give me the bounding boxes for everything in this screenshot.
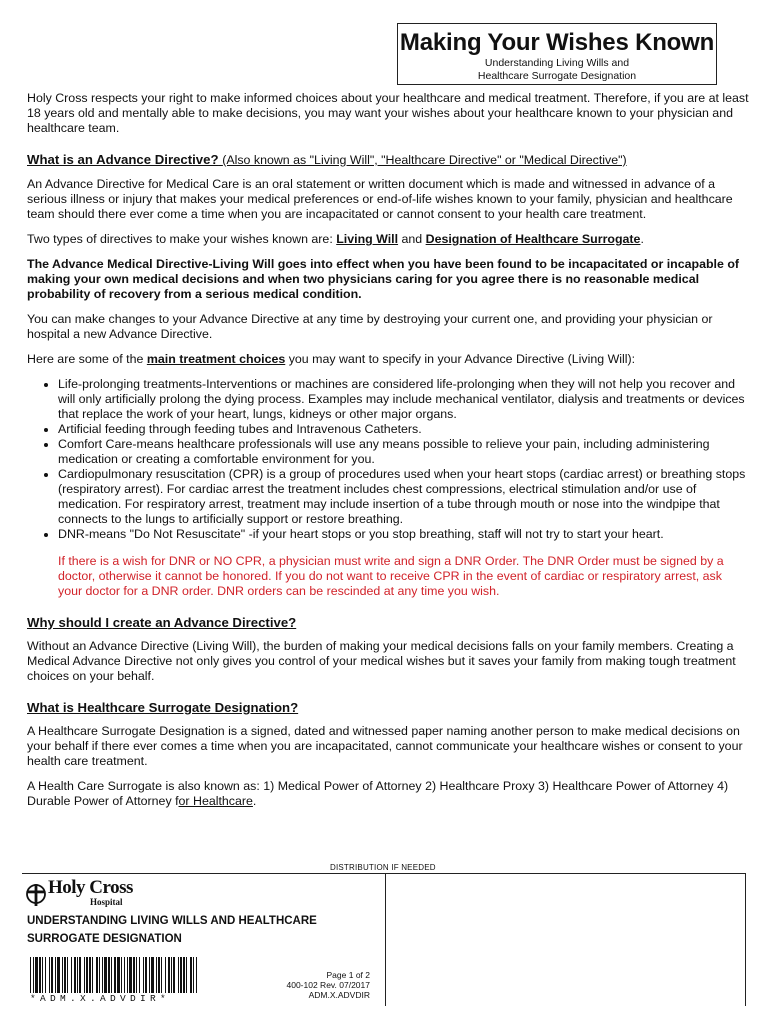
barcode-bar <box>57 957 60 993</box>
text-part: Two types of directives to make your wishes known are: <box>27 232 337 246</box>
barcode-bar <box>30 957 31 993</box>
list-item: • Artificial feeding through feeding tubes and Intravenous Catheters. <box>58 422 749 437</box>
dnr-order-note: If there is a wish for DNR or NO CPR, a physician must write and sign a DNR Order. The DNR Order must be signed by a doctor, otherwise it cannot be honored. If you do not want to receive CPR in the event of cardiac or respiratory arrest, ask your doctor for a DNR order. DNR orders can be rescinded at any time you wish. <box>58 554 724 598</box>
section-heading-surrogate: What is Healthcare Surrogate Designation? <box>27 700 299 715</box>
barcode-bar <box>35 957 38 993</box>
directive-types-paragraph <box>27 232 749 247</box>
form-title-line-2: SURROGATE DESIGNATION <box>27 933 182 945</box>
barcode-bar <box>55 957 56 993</box>
barcode-bar <box>114 957 116 993</box>
term-healthcare-surrogate: Designation of Healthcare Surrogate <box>425 232 641 246</box>
subtitle-line-1: Understanding Living Wills and <box>484 57 630 69</box>
barcode-bar <box>64 957 66 993</box>
advance-directive-definition: An Advance Directive for Medical Care is an oral statement or written document which is made and witnessed in advance of a serious illness or injury that makes your medical preferences or end-of-life wishes known to your family, physician and healthcare team should there ever come a time when you are incapacitated or cannot consent to your health care treatment. <box>27 177 733 221</box>
living-will-effect-paragraph: The Advance Medical Directive-Living Will goes into effect when you have been found to be incapacitated or incapable of making your own medical decisions and when two physicians caring for you agree there is no reasonable medical probability of recovery from a serious medical condition. <box>27 257 740 301</box>
barcode-bar <box>136 957 137 993</box>
barcode-bar <box>62 957 63 993</box>
barcode-bar <box>165 957 166 993</box>
barcode-bar <box>171 957 172 993</box>
title-box <box>397 23 717 85</box>
why-create-paragraph: Without an Advance Directive (Living Will), the burden of making your medical decisions falls on your family members. Creating a Medical Advance Directive not only gives you control of your medical wishes but it saves your family from making tough treatment choices on your behalf. <box>27 639 736 683</box>
text-part: A Health Care Surrogate is also known as: 1) Medical Power of Attorney 2) Healthcare Proxy 3) Healthcare Power of Attorney 4) Durable Power of Attorney f <box>27 779 729 808</box>
barcode-bar <box>129 957 132 993</box>
document-body <box>27 91 749 819</box>
barcode <box>30 957 198 993</box>
barcode-bar <box>96 957 98 993</box>
barcode-bar <box>190 957 192 993</box>
text-part: or Healthcare <box>178 794 253 808</box>
form-title <box>27 912 317 948</box>
treatment-choices-list <box>27 377 749 542</box>
text-part: and <box>398 232 426 246</box>
barcode-bar <box>104 957 107 993</box>
surrogate-definition: A Healthcare Surrogate Designation is a signed, dated and witnessed paper naming another person to make medical decisions on your behalf if there ever comes a time when you are incapacitated, cannot communicate your healthcare wishes or consent to your health care treatment. <box>27 724 743 768</box>
barcode-bar <box>151 957 154 993</box>
text-part: you may want to specify in your Advance Directive (Living Will): <box>285 352 636 366</box>
barcode-bar <box>196 957 197 993</box>
barcode-bar <box>117 957 120 993</box>
changes-paragraph: You can make changes to your Advance Directive at any time by destroying your current one, and providing your physician or hospital a new Advance Directive. <box>27 312 713 341</box>
heading-text: What is an Advance Directive? <box>27 152 219 167</box>
list-item: • Cardiopulmonary resuscitation (CPR) is a group of procedures used when your heart stops (cardiac arrest) or breathing stops (respiratory arrest). For cardiac arrest the treatment includes chest compressions, electrical stimulation and/or use of medication. For respiratory arrest, treatment may include insertion of a tube through mouth or nose into the windpipe that connects to the lungs to artificially support or restore breathing. <box>58 467 749 527</box>
form-number: 400-102 Rev. 07/2017 <box>286 980 370 990</box>
term-living-will: Living Will <box>336 232 399 246</box>
barcode-bar <box>49 957 50 993</box>
barcode-bar <box>149 957 150 993</box>
barcode-bar <box>186 957 187 993</box>
text-part: . <box>640 232 644 246</box>
form-code: ADM.X.ADVDIR <box>308 990 370 1000</box>
barcode-bar <box>86 957 88 993</box>
barcode-bar <box>89 957 91 993</box>
barcode-bar <box>99 957 100 993</box>
barcode-bar <box>143 957 144 993</box>
list-item: • Comfort Care-means healthcare professionals will use any means possible to relieve your pain, including administering medication or creating a comfortable environment for you. <box>58 437 749 467</box>
barcode-bar <box>121 957 122 993</box>
barcode-bar <box>178 957 179 993</box>
intro-paragraph: Holy Cross respects your right to make informed choices about your healthcare and medical treatment. Therefore, if you are at least 18 years old and mentally able to make decisions, you may want your wishes about your healthcare known to your physician and healthcare team. <box>27 91 749 135</box>
section-heading-why-create: Why should I create an Advance Directive? <box>27 615 297 630</box>
barcode-text: *ADM.X.ADVDIR* <box>30 993 171 1004</box>
page-number: Page 1 of 2 <box>326 970 370 980</box>
barcode-bar <box>193 957 194 993</box>
page-info <box>287 970 371 1000</box>
barcode-bar <box>127 957 128 993</box>
barcode-bar <box>42 957 43 993</box>
list-item: • Life-prolonging treatments-Interventions or machines are considered life-prolonging when they will not help you recover and will only artificially prolong the dying process. Examples may include mechanical ventilator, dialysis and treatments or devices that replace the work of your heart, lungs, kidneys or other major organs. <box>58 377 749 422</box>
barcode-bar <box>180 957 182 993</box>
text-part: Here are some of the <box>27 352 147 366</box>
heading-note: (Also known as "Living Will", "Healthcare Directive" or "Medical Directive") <box>222 153 627 167</box>
barcode-bar <box>33 957 34 993</box>
footer-divider <box>385 873 386 1006</box>
barcode-bar <box>39 957 41 993</box>
barcode-bar <box>124 957 125 993</box>
subtitle-line-2: Healthcare Surrogate Designation <box>477 70 637 82</box>
barcode-bar <box>173 957 175 993</box>
barcode-bar <box>158 957 160 993</box>
barcode-bar <box>161 957 162 993</box>
section-heading-advance-directive <box>27 152 749 168</box>
text-part: . <box>252 794 257 808</box>
logo-sub: Hospital <box>90 897 123 907</box>
barcode-bar <box>133 957 135 993</box>
term-main-treatment-choices: main treatment choices <box>146 352 286 366</box>
barcode-bar <box>77 957 78 993</box>
barcode-bar <box>74 957 76 993</box>
list-item: • DNR-means "Do Not Resuscitate" -if your heart stops or you stop breathing, staff will not try to start your heart. <box>58 527 749 542</box>
barcode-bar <box>71 957 72 993</box>
barcode-bar <box>111 957 112 993</box>
barcode-bar <box>84 957 85 993</box>
form-title-line-1: UNDERSTANDING LIVING WILLS AND HEALTHCARE <box>27 915 317 927</box>
barcode-bar <box>108 957 110 993</box>
barcode-bar <box>139 957 140 993</box>
barcode-bar <box>145 957 147 993</box>
document-title: Making Your Wishes Known <box>399 29 715 56</box>
barcode-bar <box>92 957 93 993</box>
barcode-bar <box>67 957 68 993</box>
distribution-label: DISTRIBUTION IF NEEDED <box>330 863 436 872</box>
barcode-bar <box>51 957 53 993</box>
barcode-bar <box>183 957 185 993</box>
barcode-bar <box>102 957 103 993</box>
barcode-bar <box>79 957 81 993</box>
barcode-bar <box>45 957 46 993</box>
barcode-bar <box>168 957 170 993</box>
treatment-choices-intro <box>27 352 749 367</box>
logo-name: Holy Cross <box>48 877 133 898</box>
surrogate-aliases <box>27 779 749 809</box>
barcode-bar <box>156 957 157 993</box>
